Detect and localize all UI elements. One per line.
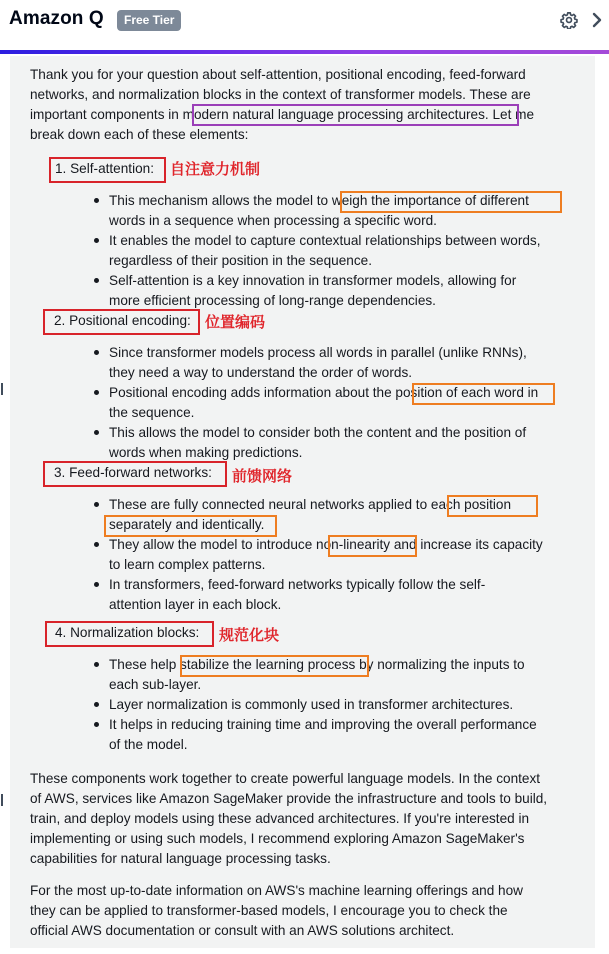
intro-line: break down each of these elements: [30,127,249,142]
app-title: Amazon Q [9,8,104,29]
bullet-line: They allow the model to introduce non-linearity and increase its capacity [109,537,543,552]
bullet-line: words when making predictions. [109,445,303,460]
intro-line: networks, and normalization blocks in the context of transformer models. These are [30,87,531,102]
bullet-line: These are fully connected neural networks applied to each position [109,497,512,512]
intro-line: Thank you for your question about self-attention, positional encoding, feed-forward [30,67,526,82]
chevron-right-icon[interactable] [591,12,603,28]
outro-line: train, and deploy models using these advanced architectures. If you're interested in [30,811,530,826]
bullet-line: Self-attention is a key innovation in transformer models, allowing for [109,273,517,288]
bullet-line: attention layer in each block. [109,597,282,612]
bullet-line: they need a way to understand the order of words. [109,365,413,380]
bullet-line: to learn complex patterns. [109,557,266,572]
bullet-line: the sequence. [109,405,195,420]
heading-annotation: 自注意力机制 [170,160,261,178]
bullet-dot [94,702,99,707]
app-header [0,0,609,52]
gear-icon[interactable] [560,11,578,29]
bullet-dot [94,502,99,507]
section-heading: 4. Normalization blocks: [55,625,200,640]
bullet-dot [94,722,99,727]
bullet-line: more efficient processing of long-range dependencies. [109,293,436,308]
bullet-line: separately and identically. [109,517,265,532]
tier-badge: Free Tier [117,10,181,31]
section-heading: 1. Self-attention: [55,161,154,176]
outro-line: These components work together to create powerful language models. In the context [30,771,541,786]
heading-annotation: 前馈网络 [232,467,293,485]
bullet-dot [94,238,99,243]
intro-line: important components in modern natural language processing architectures. Let me [30,107,535,122]
bullet-line: regardless of their position in the sequence. [109,253,372,268]
bullet-dot [94,542,99,547]
bullet-line: This allows the model to consider both the content and the position of [109,425,527,440]
bullet-line: Layer normalization is commonly used in transformer architectures. [109,697,514,712]
bullet-line: each sub-layer. [109,677,202,692]
section-heading: 2. Positional encoding: [54,313,191,328]
bullet-line: of the model. [109,737,188,752]
scroll-marker [1,794,3,806]
bullet-line: It helps in reducing training time and improving the overall performance [109,717,537,732]
bullet-dot [94,390,99,395]
bullet-line: words in a sequence when processing a specific word. [109,213,437,228]
bullet-dot [94,430,99,435]
bullet-dot [94,278,99,283]
heading-annotation: 位置编码 [205,313,266,331]
bullet-line: In transformers, feed-forward networks typically follow the self- [109,577,486,592]
bullet-line: These help stabilize the learning process by normalizing the inputs to [109,657,525,672]
outro-line: of AWS, services like Amazon SageMaker provide the infrastructure and tools to build, [30,791,548,806]
closing-line: official AWS documentation or consult with an AWS solutions architect. [30,923,455,938]
bullet-line: This mechanism allows the model to weigh the importance of different [109,193,529,208]
closing-line: they can be applied to transformer-based models, I encourage you to check the [30,903,508,918]
heading-annotation: 规范化块 [219,626,280,644]
bullet-line: It enables the model to capture contextual relationships between words, [109,233,541,248]
closing-line: For the most up-to-date information on AWS's machine learning offerings and how [30,883,523,898]
scroll-marker [1,383,3,395]
bullet-line: Positional encoding adds information about the position of each word in [109,385,539,400]
outro-line: implementing or using such models, I recommend exploring Amazon SageMaker's [30,831,525,846]
accent-gradient-bar [0,50,609,54]
bullet-dot [94,198,99,203]
bullet-dot [94,582,99,587]
section-heading: 3. Feed-forward networks: [54,465,212,480]
bullet-dot [94,350,99,355]
outro-line: capabilities for natural language processing tasks. [30,851,331,866]
bullet-dot [94,662,99,667]
bullet-line: Since transformer models process all words in parallel (unlike RNNs), [109,345,527,360]
